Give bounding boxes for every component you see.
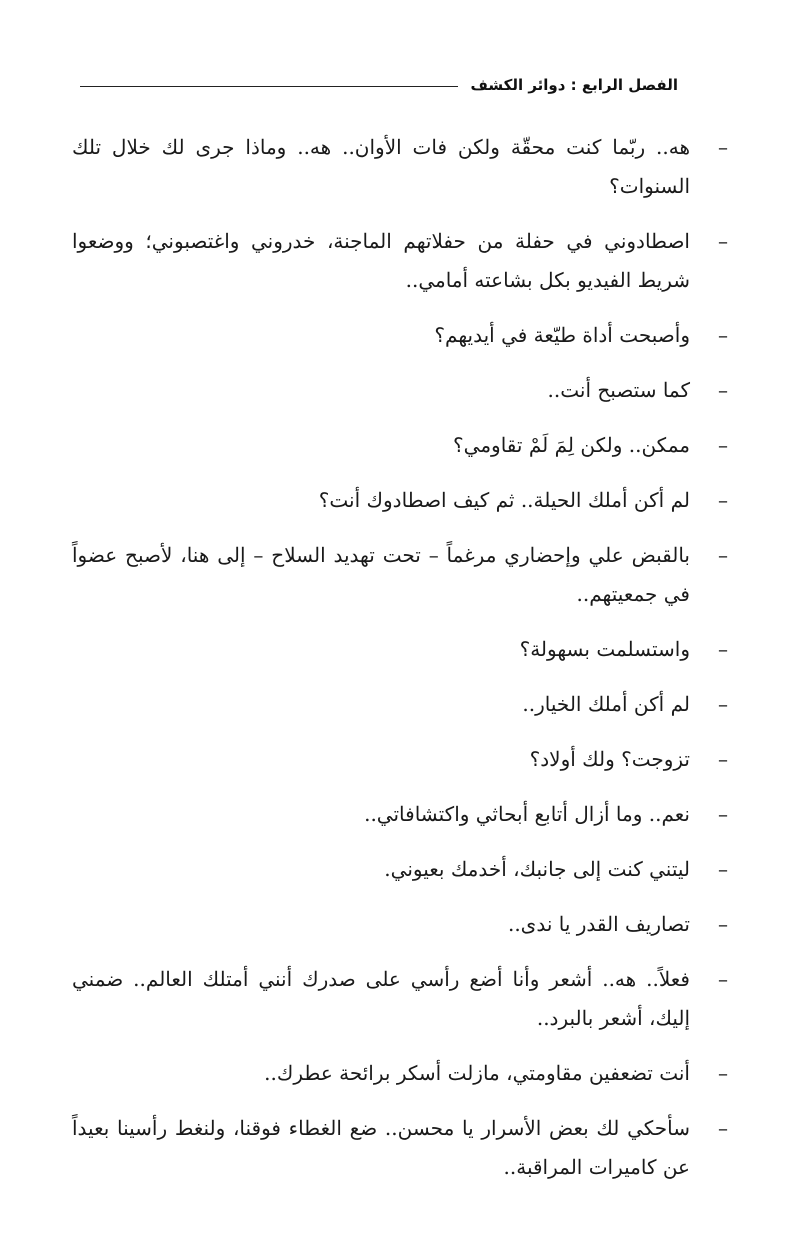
- dash-marker: –: [718, 802, 728, 826]
- dialogue-text: ممكن.. ولكن لِمَ لَمْ تقاومي؟: [453, 433, 690, 457]
- dialogue-text: نعم.. وما أزال أتابع أبحاثي واكتشافاتي..: [364, 802, 690, 826]
- dash-marker: –: [718, 1061, 728, 1085]
- dialogue-line: [72, 316, 728, 355]
- header-rule: [80, 86, 458, 87]
- dialogue-line: [72, 222, 728, 300]
- dialogue-line: [72, 426, 728, 465]
- dialogue-line: [72, 740, 728, 779]
- dialogue-text: هه.. ربّما كنت محقّة ولكن فات الأوان.. هه.. وماذا جرى لك خلال تلك السنوات؟: [72, 135, 690, 198]
- dialogue-text: سأحكي لك بعض الأسرار يا محسن.. ضع الغطاء فوقنا، ولنغط رأسينا بعيداً عن كاميرات المراقبة..: [72, 1116, 690, 1179]
- dash-marker: –: [718, 912, 728, 936]
- dash-marker: –: [718, 488, 728, 512]
- dash-marker: –: [718, 857, 728, 881]
- dialogue-line: [72, 1109, 728, 1187]
- dialogue-line: [72, 685, 728, 724]
- dash-marker: –: [718, 967, 728, 991]
- dialogue-line: [72, 1054, 728, 1093]
- dash-marker: –: [718, 323, 728, 347]
- dialogue-text: اصطادوني في حفلة من حفلاتهم الماجنة، خدروني واغتصبوني؛ ووضعوا شريط الفيديو بكل بشاعته أمامي..: [72, 229, 690, 292]
- chapter-title: الفصل الرابع : دوائر الكشف: [470, 76, 678, 94]
- dialogue-text: لم أكن أملك الخيار..: [522, 692, 690, 716]
- dialogue-line: [72, 481, 728, 520]
- dialogue-text: وأصبحت أداة طيّعة في أيديهم؟: [434, 323, 690, 347]
- dialogue-text: بالقبض علي وإحضاري مرغماً – تحت تهديد السلاح – إلى هنا، لأصبح عضواً في جمعيتهم..: [72, 543, 690, 606]
- dialogue-line: [72, 128, 728, 206]
- dash-marker: –: [718, 229, 728, 253]
- dash-marker: –: [718, 747, 728, 771]
- dialogue-line: [72, 536, 728, 614]
- dialogue-line: [72, 795, 728, 834]
- dash-marker: –: [718, 543, 728, 567]
- dialogue-text: واستسلمت بسهولة؟: [519, 637, 690, 661]
- dialogue-line: [72, 850, 728, 889]
- dialogue-line: [72, 630, 728, 669]
- dash-marker: –: [718, 637, 728, 661]
- running-header: [80, 76, 678, 94]
- dash-marker: –: [718, 433, 728, 457]
- dialogue-text: كما ستصبح أنت..: [547, 378, 690, 402]
- dialogue-list: [72, 128, 728, 1203]
- dash-marker: –: [718, 378, 728, 402]
- dialogue-line: [72, 960, 728, 1038]
- dash-marker: –: [718, 135, 728, 159]
- dialogue-text: لم أكن أملك الحيلة.. ثم كيف اصطادوك أنت؟: [318, 488, 690, 512]
- dialogue-text: تزوجت؟ ولك أولاد؟: [529, 747, 690, 771]
- dash-marker: –: [718, 1116, 728, 1140]
- dialogue-line: [72, 371, 728, 410]
- dialogue-line: [72, 905, 728, 944]
- dash-marker: –: [718, 692, 728, 716]
- dialogue-text: فعلاً.. هه.. أشعر وأنا أضع رأسي على صدرك أنني أمتلك العالم.. ضمني إليك، أشعر بالبرد..: [72, 967, 690, 1030]
- dialogue-text: تصاريف القدر يا ندى..: [507, 912, 690, 936]
- dialogue-text: أنت تضعفين مقاومتي، مازلت أسكر برائحة عطرك..: [264, 1061, 690, 1085]
- dialogue-text: ليتني كنت إلى جانبك، أخدمك بعيوني.: [384, 857, 690, 881]
